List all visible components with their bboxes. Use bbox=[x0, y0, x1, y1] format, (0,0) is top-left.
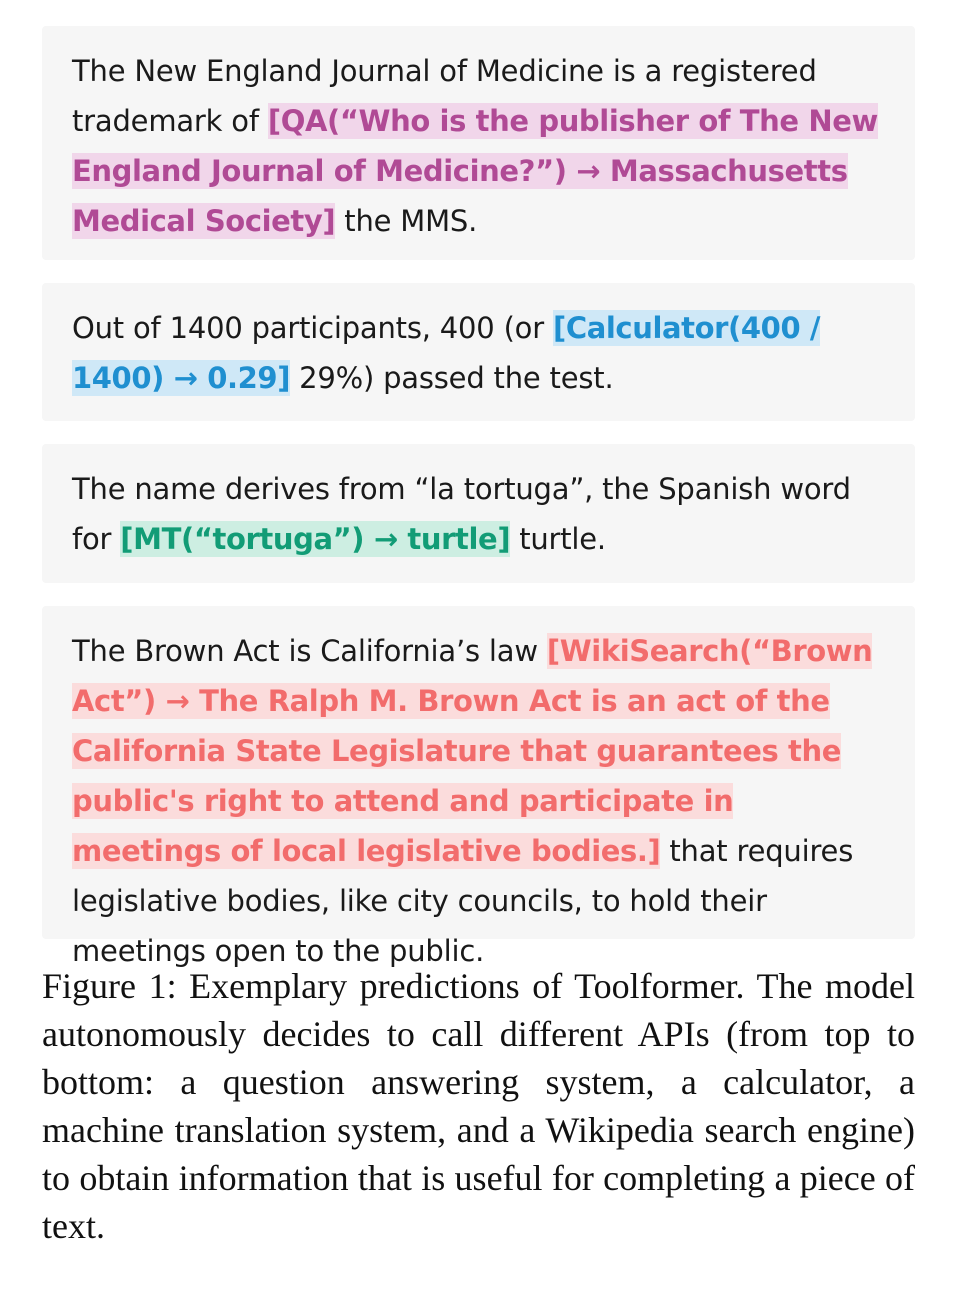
wikisearch-api-call: [WikiSearch(“Brown Act”) → The Ralph M. Brown Act is an act of the California State Legislature that guarantees the public's right to attend and participate in meetings of local legislative bodies.] bbox=[72, 634, 873, 868]
calculator-api-call: [Calculator(400 / 1400) → 0.29] bbox=[72, 311, 821, 395]
mt-api-call: [MT(“tortuga”) → turtle] bbox=[120, 522, 511, 556]
example-text-before: The name derives from “la tortuga”, the Spanish word for bbox=[72, 472, 851, 556]
example-wikisearch bbox=[42, 606, 915, 968]
example-text-before: The Brown Act is California’s law bbox=[72, 634, 547, 668]
example-machine-translation bbox=[42, 444, 915, 583]
example-text-after: turtle. bbox=[510, 522, 606, 556]
qa-api-call: [QA(“Who is the publisher of The New England Journal of Medicine?”) → Massachusetts Medical Society] bbox=[72, 104, 878, 238]
example-text-after: that requires legislative bodies, like city councils, to hold their meetings open to the public. bbox=[72, 834, 854, 968]
figure bbox=[42, 26, 915, 1250]
example-qa bbox=[42, 26, 915, 260]
example-text-before: The New England Journal of Medicine is a registered trademark of bbox=[72, 54, 817, 138]
example-calculator bbox=[42, 283, 915, 421]
example-text-after: 29%) passed the test. bbox=[290, 361, 614, 395]
figure-caption: Figure 1: Exemplary predictions of Toolformer. The model autonomously decides to call different APIs (from top to bottom: a question answering system, a calculator, a machine translation system, and a Wikipedia search engine) to obtain information that is useful for completing a piece of text. bbox=[42, 966, 915, 1246]
example-text-after: the MMS. bbox=[335, 204, 478, 238]
example-text-before: Out of 1400 participants, 400 (or bbox=[72, 311, 553, 345]
